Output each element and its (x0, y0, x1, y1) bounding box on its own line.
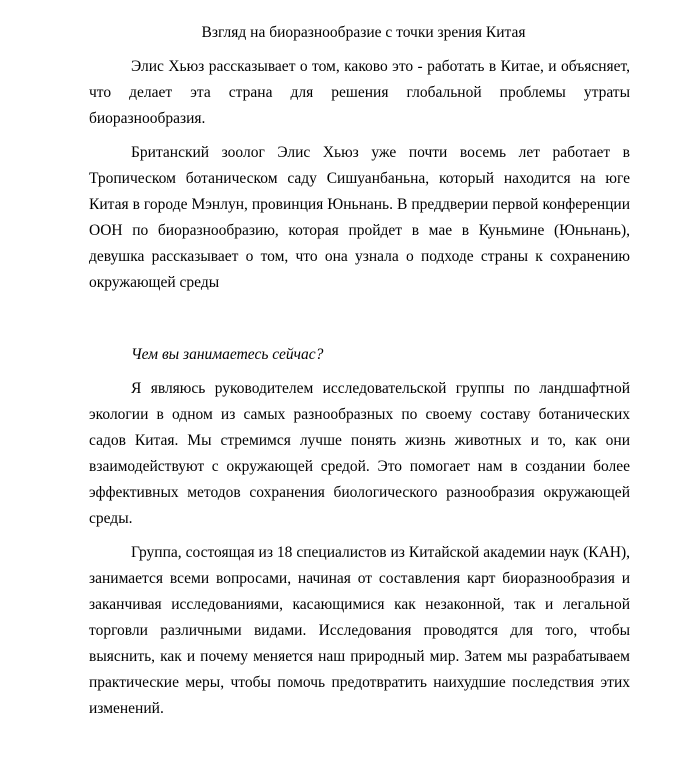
document-title: Взгляд на биоразнообразие с точки зрения Китая (201, 24, 526, 41)
intro-paragraph: Элис Хьюз рассказывает о том, каково это - работать в Китае, и объясняет, что делает эта страна для решения глобальной проблемы утраты биоразнообразия. (89, 58, 630, 127)
answer-paragraph-1: Я являюсь руководителем исследовательской группы по ландшафтной экологии в одном из самых разнообразных по своему составу ботанических садов Китая. Мы стремимся лучше понять жизнь животных и то, как они взаимодействуют с окружающей средой. Это помогает нам в создании более эффективных методов сохранения биологического разнообразия окружающей среды. (89, 380, 630, 527)
document-page (89, 20, 630, 730)
interview-question: Чем вы занимаетесь сейчас? (131, 346, 324, 363)
background-paragraph: Британский зоолог Элис Хьюз уже почти восемь лет работает в Тропическом ботаническом саду Сишуанбаньна, который находится на юге Китая в городе Мэнлун, провинция Юньнань. В преддверии первой конференции ООН по биоразнообразию, которая пройдет в мае в Куньмине (Юньнань), девушка рассказывает о том, что она узнала о подходе страны к сохранению окружающей среды (89, 144, 630, 291)
answer-paragraph-2: Группа, состоящая из 18 специалистов из Китайской академии наук (КАН), занимается всеми вопросами, начиная от составления карт биоразнообразия и заканчивая исследованиями, касающимися как незаконной, так и легальной торговли различными видами. Исследования проводятся для того, чтобы выяснить, как и почему меняется наш природный мир. Затем мы разрабатываем практические меры, чтобы помочь предотвратить наихудшие последствия этих изменений. (89, 544, 630, 717)
